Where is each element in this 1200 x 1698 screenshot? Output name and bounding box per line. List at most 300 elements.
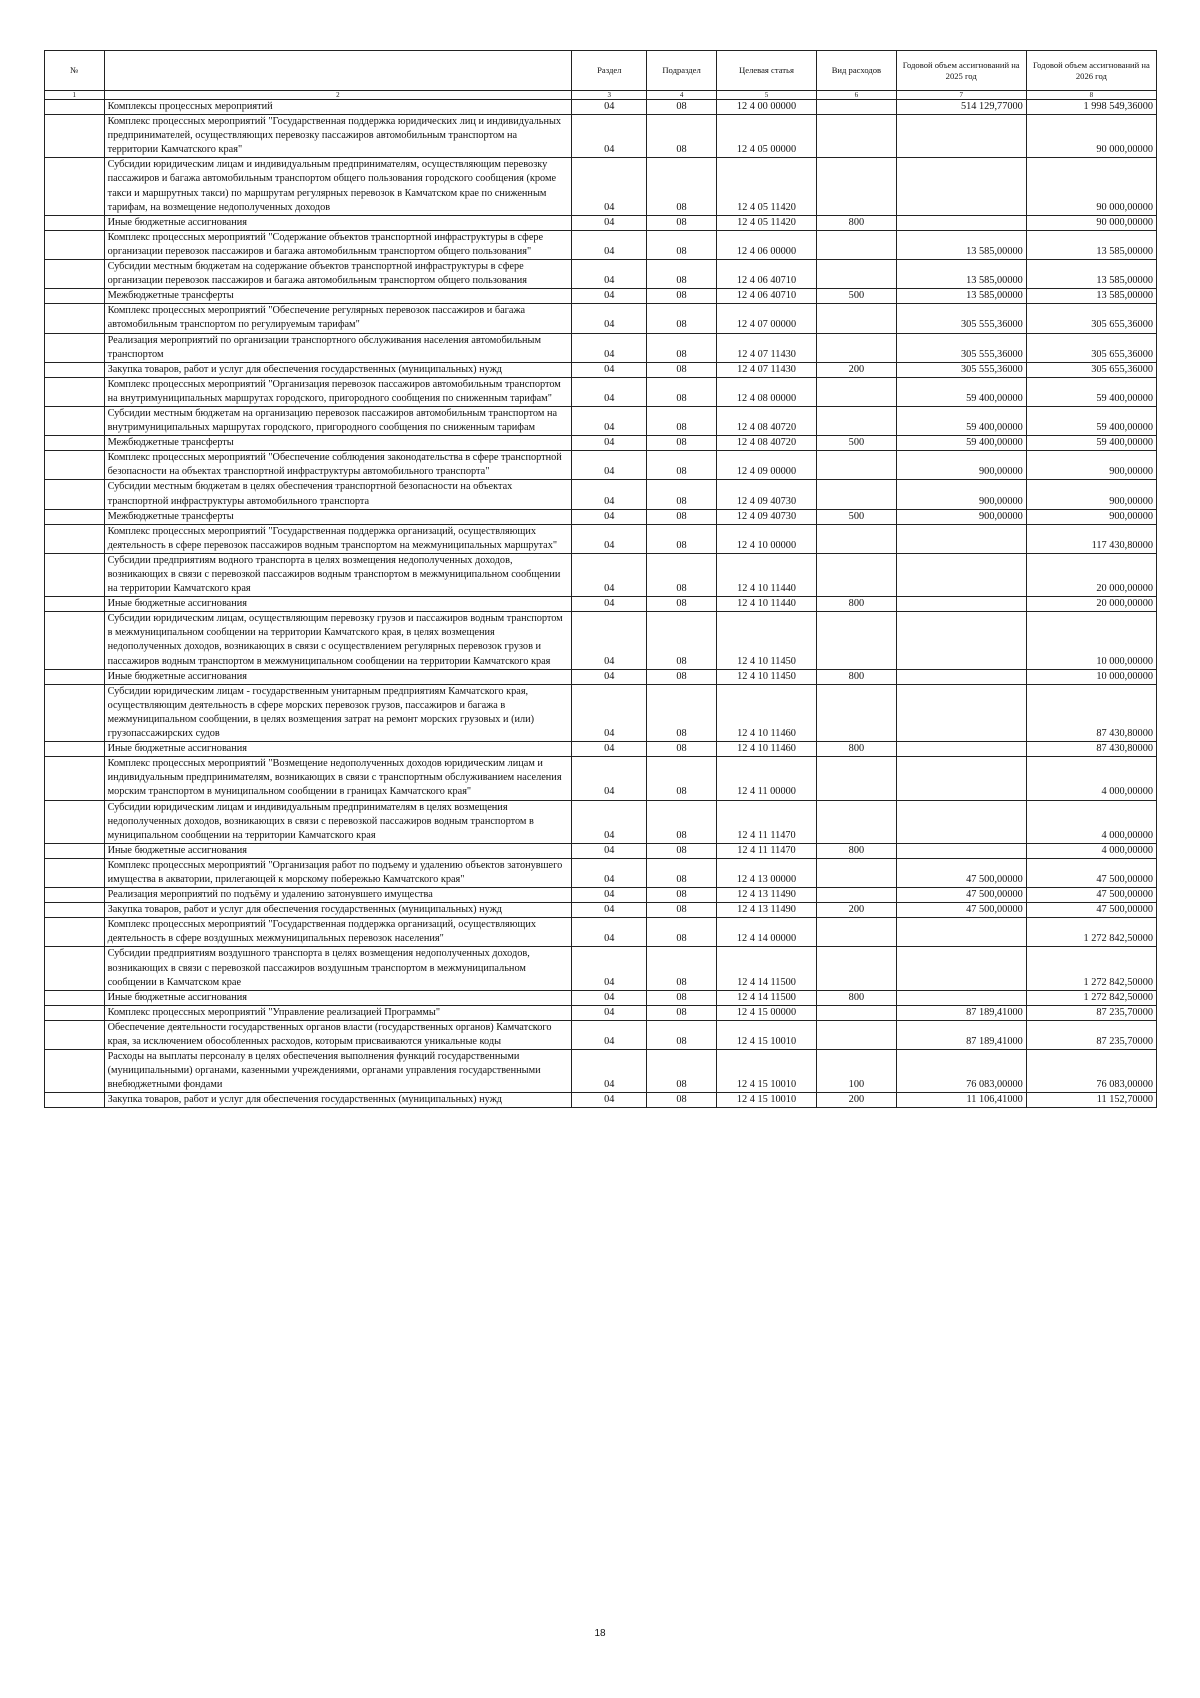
row-2025-cell: 900,00000 — [896, 451, 1026, 480]
row-2025-cell: 900,00000 — [896, 480, 1026, 509]
row-name-cell: Закупка товаров, работ и услуг для обеспечения государственных (муниципальных) нужд — [104, 1093, 572, 1108]
row-podrazdel-cell: 08 — [647, 597, 717, 612]
row-code-cell: 12 4 07 00000 — [716, 304, 816, 333]
row-2026-cell: 1 272 842,50000 — [1026, 990, 1156, 1005]
column-index: 4 — [647, 91, 717, 100]
row-razdel-cell: 04 — [572, 553, 647, 596]
row-number-cell — [45, 669, 105, 684]
page-number: 18 — [594, 1628, 606, 1639]
column-index: 1 — [45, 91, 105, 100]
row-code-cell: 12 4 07 11430 — [716, 362, 816, 377]
row-podrazdel-cell: 08 — [647, 843, 717, 858]
row-name-cell: Субсидии местным бюджетам на содержание объектов транспортной инфраструктуры в сфере организации перевозок пассажиров и багажа автомобильным транспортом общего пользования — [104, 260, 572, 289]
row-name-cell: Комплекс процессных мероприятий "Обеспечение регулярных перевозок пассажиров и багажа автомобильным транспортом по регулируемым тарифам" — [104, 304, 572, 333]
row-2026-cell: 87 430,80000 — [1026, 742, 1156, 757]
row-2025-cell: 514 129,77000 — [896, 100, 1026, 115]
row-podrazdel-cell: 08 — [647, 757, 717, 800]
row-razdel-cell: 04 — [572, 903, 647, 918]
header-row — [45, 51, 1157, 91]
row-2026-cell: 1 998 549,36000 — [1026, 100, 1156, 115]
table-row — [45, 918, 1157, 947]
row-number-cell — [45, 230, 105, 259]
row-vid-cell — [817, 684, 896, 741]
row-number-cell — [45, 406, 105, 435]
row-vid-cell: 500 — [817, 289, 896, 304]
row-number-cell — [45, 524, 105, 553]
row-podrazdel-cell: 08 — [647, 289, 717, 304]
row-2026-cell: 13 585,00000 — [1026, 289, 1156, 304]
row-podrazdel-cell: 08 — [647, 612, 717, 669]
row-name-cell: Межбюджетные трансферты — [104, 509, 572, 524]
row-2025-cell — [896, 612, 1026, 669]
header-vid: Вид расходов — [817, 51, 896, 91]
row-vid-cell: 800 — [817, 597, 896, 612]
row-2025-cell: 11 106,41000 — [896, 1093, 1026, 1108]
row-vid-cell: 800 — [817, 669, 896, 684]
row-razdel-cell: 04 — [572, 215, 647, 230]
row-2025-cell — [896, 115, 1026, 158]
header-celevaya: Целевая статья — [716, 51, 816, 91]
row-vid-cell — [817, 888, 896, 903]
row-2026-cell: 1 272 842,50000 — [1026, 918, 1156, 947]
row-vid-cell: 200 — [817, 1093, 896, 1108]
row-razdel-cell: 04 — [572, 800, 647, 843]
table-row — [45, 115, 1157, 158]
row-razdel-cell: 04 — [572, 1093, 647, 1108]
table-row — [45, 524, 1157, 553]
row-2026-cell: 10 000,00000 — [1026, 669, 1156, 684]
row-name-cell: Реализация мероприятий по подъёму и удалению затонувшего имущества — [104, 888, 572, 903]
row-razdel-cell: 04 — [572, 406, 647, 435]
row-podrazdel-cell: 08 — [647, 451, 717, 480]
row-number-cell — [45, 1050, 105, 1093]
table-row — [45, 362, 1157, 377]
row-razdel-cell: 04 — [572, 509, 647, 524]
row-vid-cell — [817, 757, 896, 800]
row-2025-cell — [896, 757, 1026, 800]
row-2026-cell: 13 585,00000 — [1026, 230, 1156, 259]
row-2026-cell: 4 000,00000 — [1026, 843, 1156, 858]
row-2026-cell: 59 400,00000 — [1026, 406, 1156, 435]
row-code-cell: 12 4 15 10010 — [716, 1050, 816, 1093]
row-vid-cell — [817, 115, 896, 158]
row-razdel-cell: 04 — [572, 612, 647, 669]
row-podrazdel-cell: 08 — [647, 230, 717, 259]
row-2025-cell — [896, 990, 1026, 1005]
row-podrazdel-cell: 08 — [647, 669, 717, 684]
table-row — [45, 406, 1157, 435]
row-name-cell: Субсидии юридическим лицам и индивидуальным предпринимателям в целях возмещения недополученных доходов, возникающих в связи с перевозкой пассажиров водным транспортом в муниципальном сообщении на территории Камчатского края — [104, 800, 572, 843]
row-vid-cell — [817, 377, 896, 406]
row-2025-cell — [896, 669, 1026, 684]
row-number-cell — [45, 215, 105, 230]
row-2026-cell: 47 500,00000 — [1026, 888, 1156, 903]
row-number-cell — [45, 362, 105, 377]
row-number-cell — [45, 509, 105, 524]
row-name-cell: Закупка товаров, работ и услуг для обеспечения государственных (муниципальных) нужд — [104, 903, 572, 918]
row-number-cell — [45, 304, 105, 333]
row-name-cell: Комплекс процессных мероприятий "Организация перевозок пассажиров автомобильным транспортом на внутримуниципальных маршрутах городского, пригородного сообщения по сниженным тарифам" — [104, 377, 572, 406]
row-code-cell: 12 4 14 11500 — [716, 990, 816, 1005]
row-code-cell: 12 4 10 11460 — [716, 742, 816, 757]
row-code-cell: 12 4 13 11490 — [716, 888, 816, 903]
row-number-cell — [45, 553, 105, 596]
column-index: 3 — [572, 91, 647, 100]
row-code-cell: 12 4 08 00000 — [716, 377, 816, 406]
row-podrazdel-cell: 08 — [647, 684, 717, 741]
row-number-cell — [45, 1005, 105, 1020]
table-row — [45, 742, 1157, 757]
row-2026-cell: 90 000,00000 — [1026, 215, 1156, 230]
column-index: 6 — [817, 91, 896, 100]
row-razdel-cell: 04 — [572, 1050, 647, 1093]
row-2025-cell — [896, 947, 1026, 990]
row-number-cell — [45, 377, 105, 406]
row-podrazdel-cell: 08 — [647, 304, 717, 333]
table-row — [45, 1093, 1157, 1108]
row-vid-cell — [817, 230, 896, 259]
row-2025-cell: 59 400,00000 — [896, 436, 1026, 451]
row-razdel-cell: 04 — [572, 304, 647, 333]
column-index: 8 — [1026, 91, 1156, 100]
row-number-cell — [45, 451, 105, 480]
row-2026-cell: 87 430,80000 — [1026, 684, 1156, 741]
row-number-cell — [45, 990, 105, 1005]
row-number-cell — [45, 888, 105, 903]
row-number-cell — [45, 918, 105, 947]
row-podrazdel-cell: 08 — [647, 436, 717, 451]
row-razdel-cell: 04 — [572, 1020, 647, 1049]
row-2025-cell: 59 400,00000 — [896, 377, 1026, 406]
row-name-cell: Комплексы процессных мероприятий — [104, 100, 572, 115]
table-row — [45, 843, 1157, 858]
row-2026-cell: 87 235,70000 — [1026, 1005, 1156, 1020]
row-number-cell — [45, 289, 105, 304]
budget-table — [44, 50, 1157, 1108]
row-razdel-cell: 04 — [572, 158, 647, 215]
row-2025-cell — [896, 597, 1026, 612]
row-podrazdel-cell: 08 — [647, 100, 717, 115]
column-index-row — [45, 91, 1157, 100]
row-2026-cell: 10 000,00000 — [1026, 612, 1156, 669]
header-podrazdel: Подраздел — [647, 51, 717, 91]
row-code-cell: 12 4 10 00000 — [716, 524, 816, 553]
row-razdel-cell: 04 — [572, 757, 647, 800]
row-razdel-cell: 04 — [572, 684, 647, 741]
table-row — [45, 333, 1157, 362]
row-number-cell — [45, 947, 105, 990]
row-podrazdel-cell: 08 — [647, 377, 717, 406]
row-podrazdel-cell: 08 — [647, 742, 717, 757]
row-number-cell — [45, 843, 105, 858]
row-2026-cell: 76 083,00000 — [1026, 1050, 1156, 1093]
row-podrazdel-cell: 08 — [647, 1020, 717, 1049]
row-2025-cell: 305 555,36000 — [896, 304, 1026, 333]
row-2025-cell: 47 500,00000 — [896, 858, 1026, 887]
row-name-cell: Субсидии предприятиям воздушного транспорта в целях возмещения недополученных доходов, возникающих в связи с перевозкой пассажиров воздушным транспортом в межмуниципальном сообщении в Камчатском крае — [104, 947, 572, 990]
row-code-cell: 12 4 10 11450 — [716, 669, 816, 684]
row-2026-cell: 305 655,36000 — [1026, 304, 1156, 333]
row-2025-cell: 87 189,41000 — [896, 1020, 1026, 1049]
column-index: 5 — [716, 91, 816, 100]
row-code-cell: 12 4 08 40720 — [716, 406, 816, 435]
row-2026-cell: 1 272 842,50000 — [1026, 947, 1156, 990]
row-name-cell: Межбюджетные трансферты — [104, 289, 572, 304]
row-2026-cell: 47 500,00000 — [1026, 903, 1156, 918]
row-podrazdel-cell: 08 — [647, 406, 717, 435]
row-vid-cell — [817, 451, 896, 480]
row-name-cell: Иные бюджетные ассигнования — [104, 843, 572, 858]
table-row — [45, 436, 1157, 451]
row-number-cell — [45, 903, 105, 918]
row-2025-cell — [896, 684, 1026, 741]
row-vid-cell: 800 — [817, 843, 896, 858]
row-code-cell: 12 4 11 11470 — [716, 843, 816, 858]
row-2026-cell: 900,00000 — [1026, 480, 1156, 509]
row-razdel-cell: 04 — [572, 888, 647, 903]
row-vid-cell: 500 — [817, 436, 896, 451]
row-2026-cell: 13 585,00000 — [1026, 260, 1156, 289]
row-vid-cell — [817, 406, 896, 435]
row-2026-cell: 47 500,00000 — [1026, 858, 1156, 887]
row-name-cell: Иные бюджетные ассигнования — [104, 215, 572, 230]
table-row — [45, 597, 1157, 612]
table-row — [45, 669, 1157, 684]
row-razdel-cell: 04 — [572, 918, 647, 947]
table-row — [45, 230, 1157, 259]
row-name-cell: Субсидии юридическим лицам и индивидуальным предпринимателям, осуществляющим перевозку пассажиров и багажа автомобильным транспортом общего пользования городского сообщения (кроме такси и маршрутных такси) по маршрутам регулярных перевозок в Камчатском крае по сниженным тарифам, на возмещение недополученных доходов — [104, 158, 572, 215]
row-code-cell: 12 4 06 00000 — [716, 230, 816, 259]
row-2025-cell: 47 500,00000 — [896, 888, 1026, 903]
row-number-cell — [45, 1020, 105, 1049]
row-podrazdel-cell: 08 — [647, 260, 717, 289]
header-num: № — [45, 51, 105, 91]
row-podrazdel-cell: 08 — [647, 858, 717, 887]
row-number-cell — [45, 612, 105, 669]
row-vid-cell: 200 — [817, 362, 896, 377]
row-vid-cell — [817, 612, 896, 669]
row-2026-cell: 4 000,00000 — [1026, 757, 1156, 800]
row-vid-cell — [817, 947, 896, 990]
table-row — [45, 509, 1157, 524]
table-row — [45, 947, 1157, 990]
row-code-cell: 12 4 14 11500 — [716, 947, 816, 990]
table-row — [45, 858, 1157, 887]
table-row — [45, 289, 1157, 304]
row-code-cell: 12 4 10 11440 — [716, 597, 816, 612]
row-podrazdel-cell: 08 — [647, 1093, 717, 1108]
row-vid-cell — [817, 1005, 896, 1020]
column-index: 7 — [896, 91, 1026, 100]
row-vid-cell: 200 — [817, 903, 896, 918]
row-razdel-cell: 04 — [572, 260, 647, 289]
row-2025-cell — [896, 800, 1026, 843]
row-code-cell: 12 4 15 10010 — [716, 1020, 816, 1049]
row-razdel-cell: 04 — [572, 742, 647, 757]
table-row — [45, 1050, 1157, 1093]
row-podrazdel-cell: 08 — [647, 509, 717, 524]
row-razdel-cell: 04 — [572, 843, 647, 858]
row-name-cell: Субсидии юридическим лицам - государственным унитарным предприятиям Камчатского края, осуществляющим деятельность в сфере морских перевозок грузов, пассажиров и багажа в межмуниципальном сообщении, в целях возмещения затрат на ремонт морских грузовых и (или) грузопассажирских судов — [104, 684, 572, 741]
row-2025-cell — [896, 524, 1026, 553]
row-razdel-cell: 04 — [572, 289, 647, 304]
row-name-cell: Расходы на выплаты персоналу в целях обеспечения выполнения функций государственными (муниципальными) органами, казенными учреждениями, органами управления государственными внебюджетными фондами — [104, 1050, 572, 1093]
row-vid-cell — [817, 858, 896, 887]
row-2026-cell: 4 000,00000 — [1026, 800, 1156, 843]
table-row — [45, 1020, 1157, 1049]
row-podrazdel-cell: 08 — [647, 903, 717, 918]
row-vid-cell: 800 — [817, 215, 896, 230]
row-razdel-cell: 04 — [572, 362, 647, 377]
row-2025-cell: 76 083,00000 — [896, 1050, 1026, 1093]
row-number-cell — [45, 684, 105, 741]
row-code-cell: 12 4 08 40720 — [716, 436, 816, 451]
row-2026-cell: 117 430,80000 — [1026, 524, 1156, 553]
row-code-cell: 12 4 14 00000 — [716, 918, 816, 947]
row-vid-cell: 800 — [817, 742, 896, 757]
row-vid-cell — [817, 524, 896, 553]
row-number-cell — [45, 480, 105, 509]
row-name-cell: Реализация мероприятий по организации транспортного обслуживания населения автомобильным транспортом — [104, 333, 572, 362]
row-number-cell — [45, 1093, 105, 1108]
row-2025-cell — [896, 553, 1026, 596]
row-vid-cell — [817, 1020, 896, 1049]
table-row — [45, 215, 1157, 230]
row-code-cell: 12 4 05 11420 — [716, 215, 816, 230]
row-2026-cell: 900,00000 — [1026, 451, 1156, 480]
table-row — [45, 304, 1157, 333]
row-razdel-cell: 04 — [572, 115, 647, 158]
header-2026: Годовой объем ассигнований на 2026 год — [1026, 51, 1156, 91]
row-number-cell — [45, 436, 105, 451]
table-row — [45, 100, 1157, 115]
row-2026-cell: 90 000,00000 — [1026, 115, 1156, 158]
row-vid-cell: 100 — [817, 1050, 896, 1093]
table-row — [45, 480, 1157, 509]
table-row — [45, 612, 1157, 669]
row-razdel-cell: 04 — [572, 100, 647, 115]
row-name-cell: Комплекс процессных мероприятий "Возмещение недополученных доходов юридическим лицам и индивидуальным предпринимателям, возникающих в связи с транспортным обслуживанием населения морским транспортом в муниципальном сообщении в границах Камчатского края" — [104, 757, 572, 800]
table-row — [45, 888, 1157, 903]
row-name-cell: Иные бюджетные ассигнования — [104, 669, 572, 684]
header-name — [104, 51, 572, 91]
row-code-cell: 12 4 09 40730 — [716, 480, 816, 509]
row-2025-cell — [896, 742, 1026, 757]
row-number-cell — [45, 100, 105, 115]
row-podrazdel-cell: 08 — [647, 115, 717, 158]
row-number-cell — [45, 757, 105, 800]
row-name-cell: Субсидии предприятиям водного транспорта в целях возмещения недополученных доходов, возникающих в связи с перевозкой пассажиров водным транспортом в межмуниципальном сообщении на территории Камчатского края — [104, 553, 572, 596]
row-number-cell — [45, 158, 105, 215]
row-razdel-cell: 04 — [572, 436, 647, 451]
row-number-cell — [45, 742, 105, 757]
table-body — [45, 100, 1157, 1108]
row-2025-cell: 305 555,36000 — [896, 362, 1026, 377]
row-podrazdel-cell: 08 — [647, 1050, 717, 1093]
row-razdel-cell: 04 — [572, 1005, 647, 1020]
row-2025-cell — [896, 843, 1026, 858]
table-row — [45, 684, 1157, 741]
row-podrazdel-cell: 08 — [647, 524, 717, 553]
row-code-cell: 12 4 13 00000 — [716, 858, 816, 887]
row-podrazdel-cell: 08 — [647, 158, 717, 215]
table-row — [45, 800, 1157, 843]
row-2026-cell: 20 000,00000 — [1026, 597, 1156, 612]
row-vid-cell — [817, 260, 896, 289]
row-name-cell: Комплекс процессных мероприятий "Государственная поддержка организаций, осуществляющих деятельность в сфере перевозок пассажиров водным транспортом на межмуниципальных маршрутах" — [104, 524, 572, 553]
row-2026-cell: 59 400,00000 — [1026, 377, 1156, 406]
table-row — [45, 990, 1157, 1005]
row-code-cell: 12 4 06 40710 — [716, 260, 816, 289]
document-page — [44, 50, 1157, 1108]
row-name-cell: Субсидии юридическим лицам, осуществляющим перевозку грузов и пассажиров водным транспортом в межмуниципальном сообщении на территории Камчатского края, в целях возмещения недополученных доходов, возникающих в связи с осуществлением регулярных перевозок грузов и пассажиров водным транспортом в межмуниципальном сообщении на территории Камчатского края — [104, 612, 572, 669]
row-2026-cell: 59 400,00000 — [1026, 436, 1156, 451]
row-2025-cell — [896, 918, 1026, 947]
row-number-cell — [45, 858, 105, 887]
row-code-cell: 12 4 11 11470 — [716, 800, 816, 843]
row-number-cell — [45, 333, 105, 362]
row-vid-cell — [817, 553, 896, 596]
row-2025-cell: 13 585,00000 — [896, 260, 1026, 289]
row-name-cell: Иные бюджетные ассигнования — [104, 742, 572, 757]
row-name-cell: Комплекс процессных мероприятий "Государственная поддержка юридических лиц и индивидуальных предпринимателей, осуществляющих перевозку пассажиров автомобильным транспортом на территории Камчатского края" — [104, 115, 572, 158]
row-razdel-cell: 04 — [572, 947, 647, 990]
row-2025-cell: 59 400,00000 — [896, 406, 1026, 435]
row-2026-cell: 305 655,36000 — [1026, 333, 1156, 362]
row-podrazdel-cell: 08 — [647, 947, 717, 990]
row-code-cell: 12 4 10 11440 — [716, 553, 816, 596]
row-2026-cell: 87 235,70000 — [1026, 1020, 1156, 1049]
row-podrazdel-cell: 08 — [647, 800, 717, 843]
row-razdel-cell: 04 — [572, 451, 647, 480]
row-code-cell: 12 4 09 00000 — [716, 451, 816, 480]
row-2025-cell: 47 500,00000 — [896, 903, 1026, 918]
row-podrazdel-cell: 08 — [647, 888, 717, 903]
row-razdel-cell: 04 — [572, 230, 647, 259]
row-2025-cell: 305 555,36000 — [896, 333, 1026, 362]
row-name-cell: Комплекс процессных мероприятий "Организация работ по подъему и удалению объектов затонувшего имущества в акватории, прилегающей к морскому побережью Камчатского края" — [104, 858, 572, 887]
row-podrazdel-cell: 08 — [647, 1005, 717, 1020]
row-vid-cell: 500 — [817, 509, 896, 524]
row-razdel-cell: 04 — [572, 858, 647, 887]
table-row — [45, 757, 1157, 800]
row-2026-cell: 11 152,70000 — [1026, 1093, 1156, 1108]
table-row — [45, 377, 1157, 406]
row-name-cell: Закупка товаров, работ и услуг для обеспечения государственных (муниципальных) нужд — [104, 362, 572, 377]
row-code-cell: 12 4 05 00000 — [716, 115, 816, 158]
row-code-cell: 12 4 10 11450 — [716, 612, 816, 669]
row-razdel-cell: 04 — [572, 669, 647, 684]
row-name-cell: Межбюджетные трансферты — [104, 436, 572, 451]
row-number-cell — [45, 597, 105, 612]
row-2026-cell: 90 000,00000 — [1026, 158, 1156, 215]
row-name-cell: Комплекс процессных мероприятий "Управление реализацией Программы" — [104, 1005, 572, 1020]
row-code-cell: 12 4 06 40710 — [716, 289, 816, 304]
row-vid-cell — [817, 918, 896, 947]
row-number-cell — [45, 800, 105, 843]
row-name-cell: Комплекс процессных мероприятий "Государственная поддержка организаций, осуществляющих деятельность в сфере воздушных межмуниципальных перевозок населения" — [104, 918, 572, 947]
row-name-cell: Иные бюджетные ассигнования — [104, 597, 572, 612]
row-razdel-cell: 04 — [572, 333, 647, 362]
row-podrazdel-cell: 08 — [647, 480, 717, 509]
row-podrazdel-cell: 08 — [647, 918, 717, 947]
column-index: 2 — [104, 91, 572, 100]
row-vid-cell — [817, 304, 896, 333]
row-vid-cell: 800 — [817, 990, 896, 1005]
row-code-cell: 12 4 11 00000 — [716, 757, 816, 800]
row-name-cell: Субсидии местным бюджетам на организацию перевозок пассажиров автомобильным транспортом на внутримуниципальных маршрутах городского, пригородного сообщения по сниженным тарифам — [104, 406, 572, 435]
row-code-cell: 12 4 15 00000 — [716, 1005, 816, 1020]
